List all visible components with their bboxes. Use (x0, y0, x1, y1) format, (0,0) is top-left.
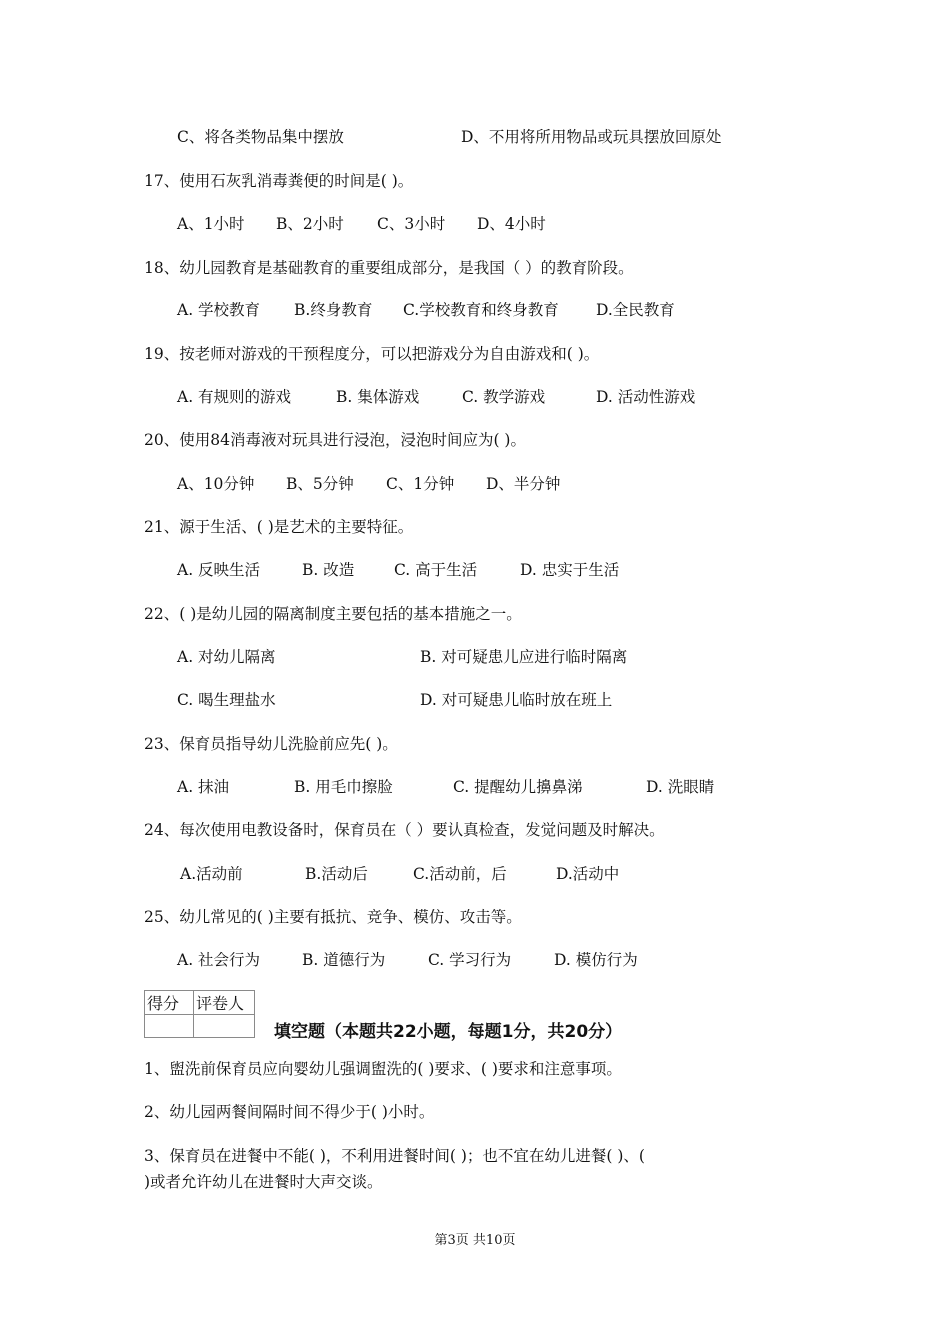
question-22: 22、( )是幼儿园的隔离制度主要包括的基本措施之一。 (144, 605, 522, 623)
option-19a: A. 有规则的游戏 (177, 388, 292, 406)
question-24: 24、每次使用电教设备时，保育员在（ ）要认真检查，发觉问题及时解决。 (144, 821, 665, 839)
option-21c: C. 高于生活 (394, 561, 478, 579)
option-19c: C. 教学游戏 (462, 388, 546, 406)
option-23c: C. 提醒幼儿擤鼻涕 (453, 778, 583, 796)
option-23a: A. 抹油 (177, 778, 230, 796)
grader-cell (194, 1015, 255, 1038)
option-24b: B.活动后 (305, 865, 368, 883)
score-table (144, 990, 255, 1038)
option-22b: B. 对可疑患儿应进行临时隔离 (420, 648, 628, 666)
option-20d: D、半分钟 (486, 475, 561, 493)
option-18a: A. 学校教育 (177, 301, 261, 319)
page-footer: 第3页 共10页 (434, 1233, 516, 1248)
option-23b: B. 用毛巾擦脸 (294, 778, 393, 796)
question-23: 23、保育员指导幼儿洗脸前应先( )。 (144, 735, 398, 753)
fill-question-3-cont: )或者允许幼儿在进餐时大声交谈。 (144, 1173, 383, 1191)
option-22c: C. 喝生理盐水 (177, 691, 276, 709)
option-24c: C.活动前，后 (413, 865, 507, 883)
score-cell (145, 1015, 194, 1038)
option-18d: D.全民教育 (596, 301, 675, 319)
option-20b: B、5分钟 (286, 475, 354, 493)
question-19: 19、按老师对游戏的干预程度分，可以把游戏分为自由游戏和( )。 (144, 345, 600, 363)
option-20a: A、10分钟 (177, 475, 255, 493)
option-19b: B. 集体游戏 (336, 388, 420, 406)
option-17b: B、2小时 (276, 215, 344, 233)
fill-question-2: 2、幼儿园两餐间隔时间不得少于( )小时。 (144, 1103, 435, 1121)
question-25: 25、幼儿常见的( )主要有抵抗、竞争、模仿、攻击等。 (144, 908, 522, 926)
option-22a: A. 对幼儿隔离 (177, 648, 276, 666)
option-20c: C、1分钟 (386, 475, 455, 493)
question-18: 18、幼儿园教育是基础教育的重要组成部分，是我国（ ）的教育阶段。 (144, 259, 634, 277)
option-17d: D、4小时 (477, 215, 546, 233)
question-20: 20、使用84消毒液对玩具进行浸泡，浸泡时间应为( )。 (144, 431, 526, 449)
question-21: 21、源于生活、( )是艺术的主要特征。 (144, 518, 414, 536)
option-17a: A、1小时 (177, 215, 245, 233)
option-18b: B.终身教育 (294, 301, 373, 319)
option-21d: D. 忠实于生活 (520, 561, 620, 579)
option-24d: D.活动中 (556, 865, 620, 883)
option-18c: C.学校教育和终身教育 (403, 301, 559, 319)
question-17: 17、使用石灰乳消毒粪便的时间是( )。 (144, 172, 414, 190)
option-16c: C、将各类物品集中摆放 (177, 128, 344, 146)
option-23d: D. 洗眼睛 (646, 778, 715, 796)
section-title: 填空题（本题共22小题，每题1分，共20分） (274, 1022, 623, 1042)
fill-question-1: 1、盥洗前保育员应向婴幼儿强调盥洗的( )要求、( )要求和注意事项。 (144, 1060, 622, 1078)
option-25d: D. 模仿行为 (554, 951, 638, 969)
option-16d: D、不用将所用物品或玩具摆放回原处 (461, 128, 722, 146)
fill-question-3: 3、保育员在进餐中不能( )，不利用进餐时间( )；也不宜在幼儿进餐( )、( (144, 1147, 645, 1165)
option-21b: B. 改造 (302, 561, 355, 579)
score-header: 得分 (145, 991, 194, 1015)
option-22d: D. 对可疑患儿临时放在班上 (420, 691, 613, 709)
option-24a: A.活动前 (180, 865, 243, 883)
option-25b: B. 道德行为 (302, 951, 386, 969)
grader-header: 评卷人 (194, 991, 255, 1015)
option-25a: A. 社会行为 (177, 951, 261, 969)
option-19d: D. 活动性游戏 (596, 388, 696, 406)
option-25c: C. 学习行为 (428, 951, 512, 969)
option-17c: C、3小时 (377, 215, 446, 233)
option-21a: A. 反映生活 (177, 561, 261, 579)
